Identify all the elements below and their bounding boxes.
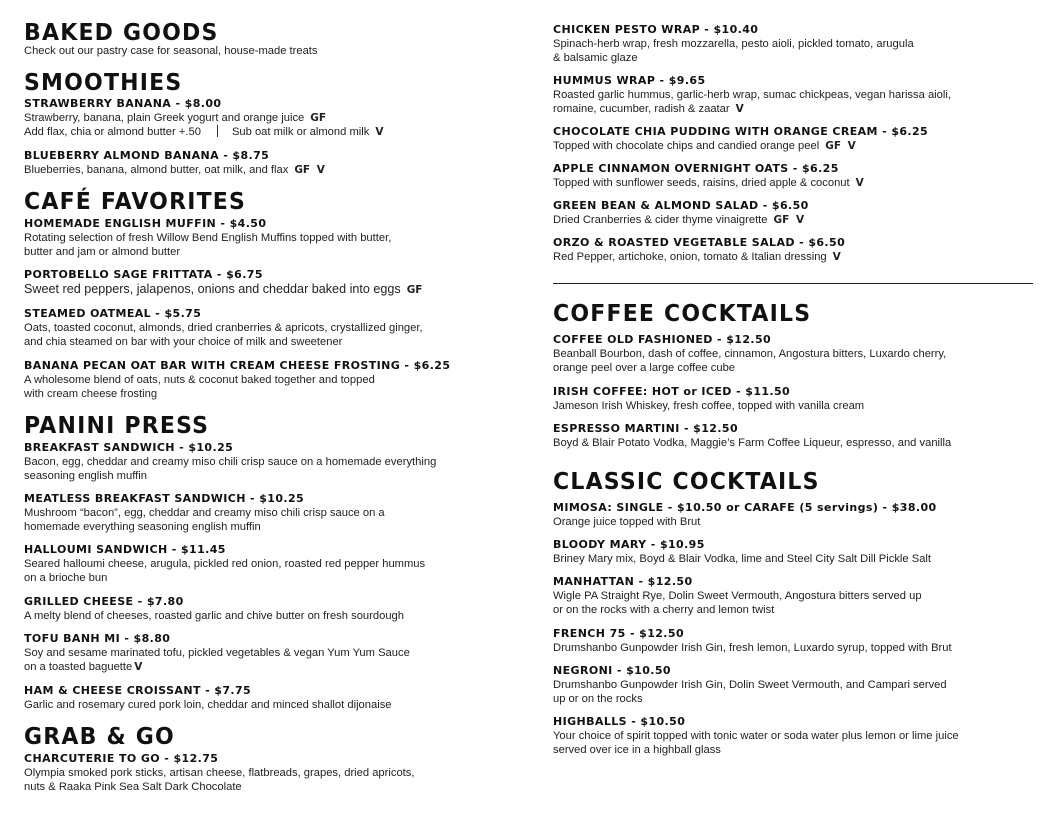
dietary-tag: V: [134, 661, 143, 674]
item-desc: Jameson Irish Whiskey, fresh coffee, topped with vanilla cream: [553, 400, 865, 412]
item-name: HIGHBALLS - $10.50: [553, 715, 686, 728]
menu-item-banana-pecan-oat-bar: [24, 359, 514, 402]
item-desc: homemade everything seasoning english muffin: [24, 521, 261, 534]
item-desc: served over ice in a highball glass: [553, 744, 721, 757]
item-desc: [24, 282, 514, 298]
item-name: APPLE CINNAMON OVERNIGHT OATS - $6.25: [553, 162, 839, 175]
item-desc: [553, 102, 1033, 116]
divider: [217, 125, 218, 137]
item-desc: Wigle PA Straight Rye, Dolin Sweet Vermouth, Angostura bitters served up: [553, 590, 922, 602]
section-title-baked-goods: BAKED GOODS: [24, 19, 219, 47]
section-title-classic-cocktails: CLASSIC COCKTAILS: [553, 468, 820, 496]
section-divider: [553, 283, 1033, 284]
menu-item-irish-coffee: [553, 385, 1033, 413]
item-name: MANHATTAN - $12.50: [553, 575, 693, 588]
item-desc: orange peel over a large coffee cube: [553, 362, 736, 375]
item-desc: Your choice of spirit topped with tonic water or soda water plus lemon or lime juice: [553, 730, 959, 742]
item-desc: and chia steamed on bar with your choice of milk and sweetener: [24, 336, 343, 349]
item-desc: Olympia smoked pork sticks, artisan cheese, flatbreads, grapes, dried apricots,: [24, 767, 415, 779]
menu-item-tofu-banh-mi: [24, 632, 514, 675]
item-name: PORTOBELLO SAGE FRITTATA - $6.75: [24, 268, 263, 281]
item-desc-text: Strawberry, banana, plain Greek yogurt and orange juice: [24, 112, 305, 124]
item-desc: & balsamic glaze: [553, 52, 638, 65]
item-desc: Oats, toasted coconut, almonds, dried cranberries & apricots, crystallized ginger,: [24, 322, 423, 334]
item-desc-text: Red Pepper, artichoke, onion, tomato & Italian dressing: [553, 251, 827, 263]
item-name: MIMOSA: SINGLE - $10.50 or CARAFE (5 servings) - $38.00: [553, 501, 937, 514]
section-title-panini-press: PANINI PRESS: [24, 412, 210, 440]
menu-item-steamed-oatmeal: [24, 307, 514, 350]
dietary-tag: GF: [310, 112, 327, 124]
section-title-smoothies: SMOOTHIES: [24, 69, 183, 97]
menu-item-coffee-old-fashioned: [553, 333, 1033, 376]
item-name: BANANA PECAN OAT BAR WITH CREAM CHEESE FROSTING - $6.25: [24, 359, 451, 372]
item-desc: Mushroom “bacon”, egg, cheddar and creamy miso chili crisp sauce on a: [24, 507, 385, 519]
baked-goods-note: [24, 44, 514, 58]
item-desc: Bacon, egg, cheddar and creamy miso chili crisp sauce on a homemade everything: [24, 456, 437, 468]
menu-item-english-muffin: [24, 217, 514, 260]
item-desc: [553, 250, 1033, 264]
item-desc: or on the rocks with a cherry and lemon twist: [553, 604, 775, 617]
menu-item-charcuterie: [24, 752, 514, 795]
menu-item-chicken-pesto-wrap: [553, 23, 1033, 66]
item-name: HOMEMADE ENGLISH MUFFIN - $4.50: [24, 217, 267, 230]
item-desc: Roasted garlic hummus, garlic-herb wrap, sumac chickpeas, vegan harissa aioli,: [553, 89, 951, 101]
menu-item-french-75: [553, 627, 1033, 655]
item-name: MEATLESS BREAKFAST SANDWICH - $10.25: [24, 492, 305, 505]
item-desc: up or on the rocks: [553, 693, 643, 706]
item-name: BREAKFAST SANDWICH - $10.25: [24, 441, 234, 454]
item-desc: Soy and sesame marinated tofu, pickled vegetables & vegan Yum Yum Sauce: [24, 647, 410, 659]
item-desc: [553, 176, 1033, 190]
section-title-grab-and-go: GRAB & GO: [24, 723, 175, 751]
item-desc: butter and jam or almond butter: [24, 246, 181, 259]
dietary-tag: GF V: [825, 140, 856, 152]
item-desc: Spinach-herb wrap, fresh mozzarella, pesto aioli, pickled tomato, arugula: [553, 38, 914, 50]
item-name: CHICKEN PESTO WRAP - $10.40: [553, 23, 759, 36]
item-name: GRILLED CHEESE - $7.80: [24, 595, 184, 608]
item-desc: on a brioche bun: [24, 572, 108, 585]
menu-item-manhattan: [553, 575, 1033, 618]
menu-item-highballs: [553, 715, 1033, 758]
item-name: STRAWBERRY BANANA - $8.00: [24, 97, 222, 110]
dietary-tag: V: [855, 177, 864, 189]
item-desc: nuts & Raaka Pink Sea Salt Dark Chocolate: [24, 781, 242, 794]
dietary-tag: V: [832, 251, 841, 263]
menu-item-grilled-cheese: [24, 595, 514, 623]
item-desc-text: Dried Cranberries & cider thyme vinaigrette: [553, 214, 768, 226]
menu-item-bloody-mary: [553, 538, 1033, 566]
item-desc: [553, 139, 1033, 153]
menu-item-strawberry-banana: [24, 97, 514, 140]
item-desc: Beanball Bourbon, dash of coffee, cinnamon, Angostura bitters, Luxardo cherry,: [553, 348, 947, 360]
item-name: ESPRESSO MARTINI - $12.50: [553, 422, 739, 435]
item-desc-text: on a toasted baguette: [24, 661, 133, 674]
item-desc: Drumshanbo Gunpowder Irish Gin, fresh lemon, Luxardo syrup, topped with Brut: [553, 642, 952, 654]
item-name: BLUEBERRY ALMOND BANANA - $8.75: [24, 149, 270, 162]
item-desc-text: Sweet red peppers, jalapenos, onions and cheddar baked into eggs: [24, 282, 401, 296]
item-desc: seasoning english muffin: [24, 470, 147, 483]
item-desc: Boyd & Blair Potato Vodka, Maggie’s Farm Coffee Liqueur, espresso, and vanilla: [553, 437, 952, 449]
menu-item-mimosa: [553, 501, 1033, 529]
item-name: ORZO & ROASTED VEGETABLE SALAD - $6.50: [553, 236, 846, 249]
item-name: HALLOUMI SANDWICH - $11.45: [24, 543, 226, 556]
item-desc: Seared halloumi cheese, arugula, pickled red onion, roasted red pepper hummus: [24, 558, 426, 570]
addon-left: Add flax, chia or almond butter +.50: [24, 126, 201, 139]
item-name: TOFU BANH MI - $8.80: [24, 632, 171, 645]
menu-item-ham-cheese-croissant: [24, 684, 514, 712]
item-desc: A melty blend of cheeses, roasted garlic and chive butter on fresh sourdough: [24, 610, 404, 622]
item-desc: Orange juice topped with Brut: [553, 516, 701, 528]
item-name: CHARCUTERIE TO GO - $12.75: [24, 752, 219, 765]
menu-item-espresso-martini: [553, 422, 1033, 450]
item-desc-text: romaine, cucumber, radish & zaatar: [553, 103, 730, 116]
item-name: STEAMED OATMEAL - $5.75: [24, 307, 202, 320]
item-desc-text: Topped with sunflower seeds, raisins, dried apple & coconut: [553, 177, 850, 189]
dietary-tag: GF V: [773, 214, 805, 226]
dietary-tag: GF V: [294, 164, 325, 176]
menu-item-orzo-salad: [553, 236, 1033, 264]
dietary-tag: GF: [406, 284, 423, 296]
menu-item-overnight-oats: [553, 162, 1033, 190]
menu-item-blueberry-almond-banana: [24, 149, 514, 177]
item-desc: Briney Mary mix, Boyd & Blair Vodka, lime and Steel City Salt Dill Pickle Salt: [553, 553, 932, 565]
menu-item-green-bean-salad: [553, 199, 1033, 227]
item-name: BLOODY MARY - $10.95: [553, 538, 705, 551]
menu-item-halloumi-sandwich: [24, 543, 514, 586]
item-name: HAM & CHEESE CROISSANT - $7.75: [24, 684, 252, 697]
item-desc: [553, 213, 1033, 227]
menu-item-breakfast-sandwich: [24, 441, 514, 484]
item-name: HUMMUS WRAP - $9.65: [553, 74, 706, 87]
addon-right: Sub oat milk or almond milk: [231, 126, 370, 139]
item-name: FRENCH 75 - $12.50: [553, 627, 684, 640]
menu-item-chia-pudding: [553, 125, 1033, 153]
dietary-tag: V: [375, 126, 384, 139]
menu-item-meatless-breakfast-sandwich: [24, 492, 514, 535]
item-addons: [24, 125, 514, 139]
item-desc: Garlic and rosemary cured pork loin, cheddar and minced shallot dijonaise: [24, 699, 392, 711]
menu-item-negroni: [553, 664, 1033, 707]
section-title-coffee-cocktails: COFFEE COCKTAILS: [553, 300, 812, 328]
item-desc: Check out our pastry case for seasonal, house-made treats: [24, 45, 318, 57]
item-name: GREEN BEAN & ALMOND SALAD - $6.50: [553, 199, 809, 212]
item-desc-text: Topped with chocolate chips and candied orange peel: [553, 140, 820, 152]
item-desc-text: Blueberries, banana, almond butter, oat milk, and flax: [24, 164, 289, 176]
item-desc: with cream cheese frosting: [24, 388, 158, 401]
menu-item-portobello-frittata: [24, 268, 514, 298]
item-desc: [24, 111, 514, 125]
section-title-cafe-favorites: CAFÉ FAVORITES: [24, 188, 247, 216]
item-name: COFFEE OLD FASHIONED - $12.50: [553, 333, 772, 346]
menu-item-hummus-wrap: [553, 74, 1033, 117]
item-desc: A wholesome blend of oats, nuts & coconut baked together and topped: [24, 374, 375, 386]
dietary-tag: V: [735, 103, 744, 116]
item-desc: Drumshanbo Gunpowder Irish Gin, Dolin Sweet Vermouth, and Campari served: [553, 679, 947, 691]
item-name: NEGRONI - $10.50: [553, 664, 671, 677]
item-desc: Rotating selection of fresh Willow Bend English Muffins topped with butter,: [24, 232, 392, 244]
item-name: CHOCOLATE CHIA PUDDING WITH ORANGE CREAM - $6.25: [553, 125, 929, 138]
item-desc: [24, 660, 514, 674]
item-name: IRISH COFFEE: HOT or ICED - $11.50: [553, 385, 791, 398]
item-desc: [24, 163, 514, 177]
